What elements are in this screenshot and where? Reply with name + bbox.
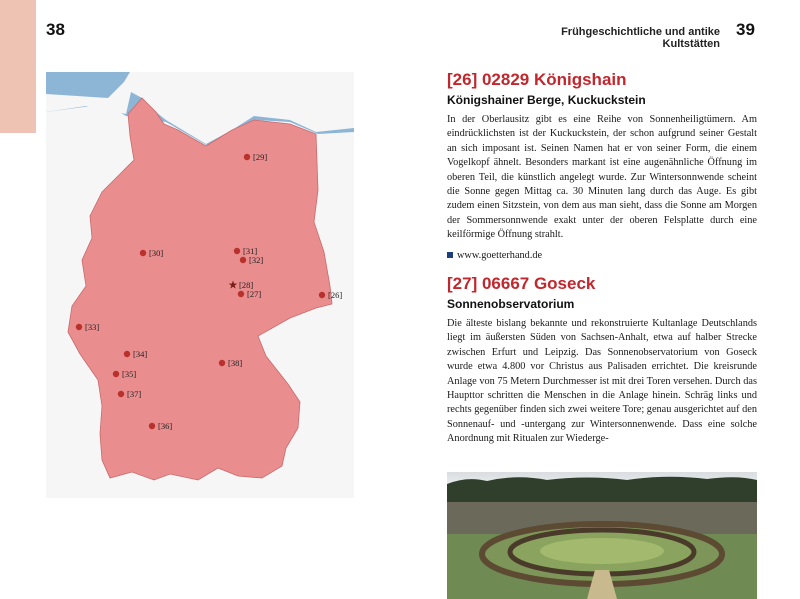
link-bullet-icon (447, 252, 453, 258)
chapter-tab (0, 0, 36, 133)
marker-label-30: [30] (149, 248, 164, 258)
page-number-left: 38 (46, 20, 65, 39)
entry-27-title: [27] 06667 Goseck (447, 274, 596, 293)
entry-26-title: [26] 02829 Königshain (447, 70, 627, 89)
entry-27-body: Die älteste bislang bekannte und rekonstruierte Kultanlage Deutschlands liegt im äußersten Süden von Sachsen-Anhalt, etwa auf halber Strecke zwischen Erfurt und Leipzig. Das Sonnenobservatorium von Goseck wurde etwa 4.800 vor Christus aus Palisaden errichtet. Die kreisrunde Anlage von 75 Metern Durchmesser ist mit drei Toren versehen. Durch das Haupttor schritten die Menschen in die Anlage hinein. Schräg links und rechts gegenüber finden sich zwei weitere Tore; genau ausgerichtet auf den Sonnenauf- und -untergang zur Wintersonnenwende. Dass eine solche Anordnung mit Ritualen zur Wiederge- (447, 318, 757, 445)
entry-26 (447, 70, 757, 261)
marker-label-33: [33] (85, 322, 100, 332)
marker-label-27: [27] (247, 289, 262, 299)
entry-26-body: In der Oberlausitz gibt es eine Reihe von Sonnenheiligtümern. Am eindrücklichsten ist der Kuckuckstein, der schon aufgrund seiner Gestalt an sich imposant ist. Seinen Namen hat er von seiner Form, die einem Vogelkopf ähnelt. Besonders markant ist eine augenähnliche Öffnung im oberen Teil, die künstlich angelegt wurde. Zur Wintersonnwende scheint die Sonne gegen Mittag ca. 30 Minuten lang durch das Auge. Es gibt zudem einen Sitzstein, von dem aus man sieht, dass die Sonne am Morgen der Sommersonnwende exakt unter der oberen Felsplatte durch eine keilförmige Öffnung strahlt. (447, 114, 757, 241)
marker-dot-32[interactable] (240, 257, 246, 263)
marker-label-36: [36] (158, 421, 173, 431)
photo-treeline (447, 477, 757, 504)
marker-dot-27[interactable] (238, 291, 244, 297)
entry-26-link[interactable] (447, 250, 757, 261)
marker-label-32: [32] (249, 255, 264, 265)
marker-label-38: [38] (228, 358, 243, 368)
marker-label-34: [34] (133, 349, 148, 359)
marker-dot-30[interactable] (140, 250, 146, 256)
running-head: Frühgeschichtliche und antike Kultstätten (561, 26, 720, 50)
germany-map (46, 72, 354, 498)
entry-26-subtitle: Königshainer Berge, Kuckuckstein (447, 93, 646, 107)
marker-dot-26[interactable] (319, 292, 325, 298)
goseck-photo (447, 472, 757, 599)
page-number-right: 39 (736, 20, 755, 39)
marker-label-31: [31] (243, 246, 258, 256)
marker-label-28: [28] (239, 280, 254, 290)
marker-dot-29[interactable] (244, 154, 250, 160)
marker-label-26: [26] (328, 290, 343, 300)
entry-26-link-text[interactable]: www.goetterhand.de (457, 249, 543, 261)
marker-dot-37[interactable] (118, 391, 124, 397)
marker-dot-38[interactable] (219, 360, 225, 366)
marker-label-37: [37] (127, 389, 142, 399)
marker-label-29: [29] (253, 152, 268, 162)
entry-27-subtitle: Sonnenobservatorium (447, 297, 575, 311)
marker-dot-35[interactable] (113, 371, 119, 377)
marker-dot-31[interactable] (234, 248, 240, 254)
entry-27 (447, 274, 757, 447)
marker-dot-33[interactable] (76, 324, 82, 330)
marker-dot-34[interactable] (124, 351, 130, 357)
photo-inner-circle (540, 538, 664, 564)
marker-dot-36[interactable] (149, 423, 155, 429)
marker-label-35: [35] (122, 369, 137, 379)
